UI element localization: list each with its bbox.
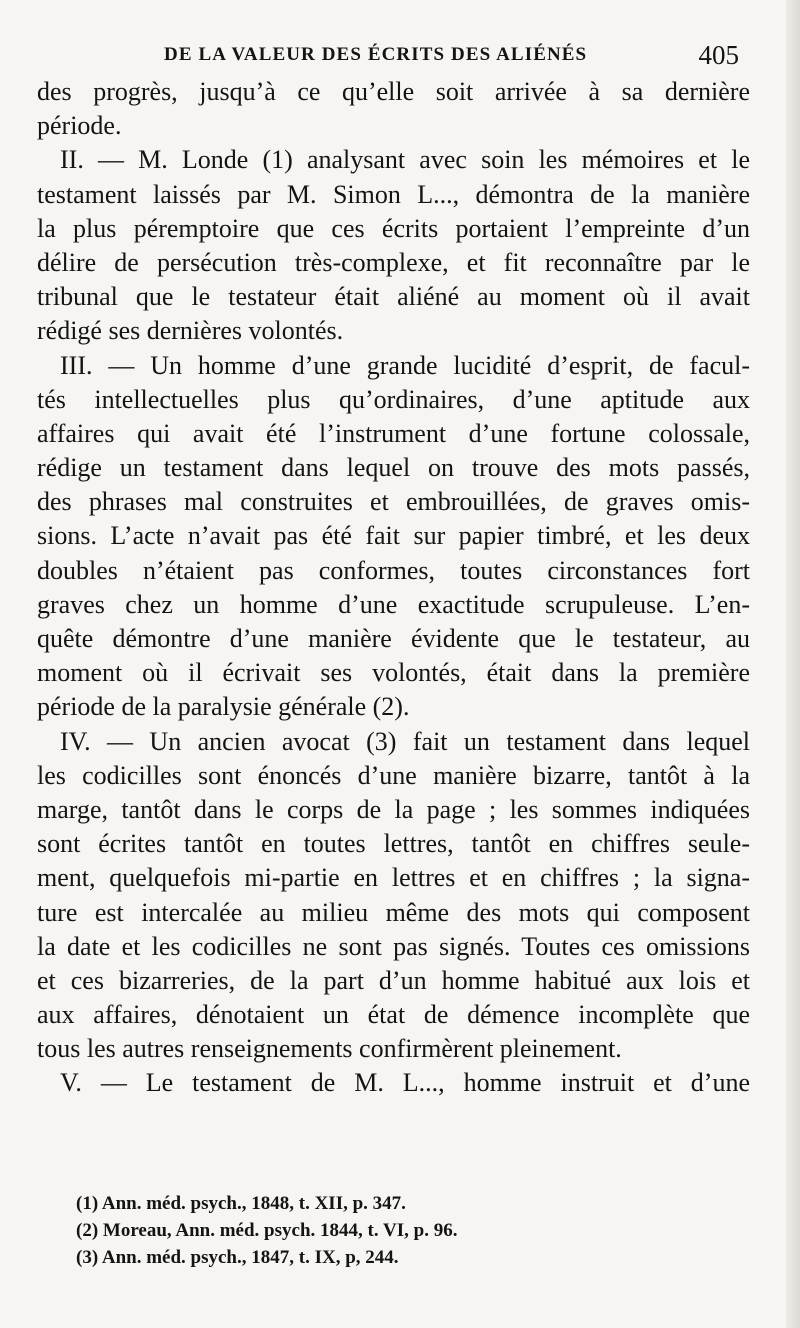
footnote-1: (1) Ann. méd. psych., 1848, t. XII, p. 347. (76, 1193, 406, 1214)
text-line: la plus péremptoire que ces écrits portaient l’empreinte d’un (37, 213, 750, 243)
text-line: testament laissés par M. Simon L..., démontra de la manière (37, 179, 750, 209)
text-line: aux affaires, dénotaient un état de démence incomplète que (37, 1000, 750, 1030)
body-text (37, 75, 750, 1101)
running-title: DE LA VALEUR DES ÉCRITS DES ALIÉNÉS (164, 44, 588, 65)
running-head (164, 40, 739, 70)
text-line: et ces bizarreries, de la part d’un homme habitué aux lois et (37, 965, 750, 995)
text-line: tous les autres renseignements confirmèrent pleinement. (37, 1034, 622, 1064)
text-line: période de la paralysie générale (2). (37, 692, 410, 722)
text-line: sont écrites tantôt en toutes lettres, tantôt en chiffres seule- (37, 829, 750, 859)
section-v-start: V. — Le testament de M. L..., homme instruit et d’une (60, 1068, 750, 1098)
page-edge-shadow (786, 0, 800, 1328)
text-line: quête démontre d’une manière évidente que le testateur, au (37, 624, 750, 653)
text-line: la date et les codicilles ne sont pas signés. Toutes ces omissions (37, 931, 750, 961)
text-line: rédige un testament dans lequel on trouve des mots passés, (37, 453, 750, 483)
text-line: ment, quelquefois mi-partie en lettres et en chiffres ; la signa- (37, 863, 750, 893)
text-line: sions. L’acte n’avait pas été fait sur papier timbré, et les deux (37, 521, 750, 551)
text-line: graves chez un homme d’une exactitude scrupuleuse. L’en- (37, 589, 750, 619)
footnote-3: (3) Ann. méd. psych., 1847, t. IX, p, 244. (76, 1247, 399, 1268)
footnotes (76, 1190, 676, 1271)
section-ii-start: II. — M. Londe (1) analysant avec soin les mémoires et le (60, 145, 750, 175)
page-number: 405 (698, 40, 739, 70)
text-line: rédigé ses dernières volontés. (37, 316, 344, 346)
text-line: doubles n’étaient pas conformes, toutes circonstances fort (37, 555, 750, 585)
text-line: des phrases mal construites et embrouillées, de graves omis- (37, 487, 750, 517)
text-line: ture est intercalée au milieu même des mots qui composent (37, 897, 750, 927)
text-line: délire de persécution très-complexe, et fit reconnaître par le (37, 247, 750, 277)
text-line: affaires qui avait été l’instrument d’une fortune colossale, (37, 418, 750, 448)
text-line: tés intellectuelles plus qu’ordinaires, d’une aptitude aux (37, 384, 750, 414)
section-iii-start: III. — Un homme d’une grande lucidité d’esprit, de facul- (60, 350, 750, 380)
text-line: période. (37, 111, 122, 141)
text-line: moment où il écrivait ses volontés, était dans la première (37, 658, 750, 688)
footnote-2: (2) Moreau, Ann. méd. psych. 1844, t. VI, p. 96. (76, 1220, 458, 1241)
text-line: tribunal que le testateur était aliéné au moment où il avait (37, 282, 750, 312)
text-line: les codicilles sont énoncés d’une manière bizarre, tantôt à la (37, 760, 750, 790)
text-line: marge, tantôt dans le corps de la page ; les sommes indiquées (37, 794, 750, 824)
text-line: des progrès, jusqu’à ce qu’elle soit arrivée à sa dernière (37, 77, 750, 106)
section-iv-start: IV. — Un ancien avocat (3) fait un testament dans lequel (60, 726, 750, 756)
